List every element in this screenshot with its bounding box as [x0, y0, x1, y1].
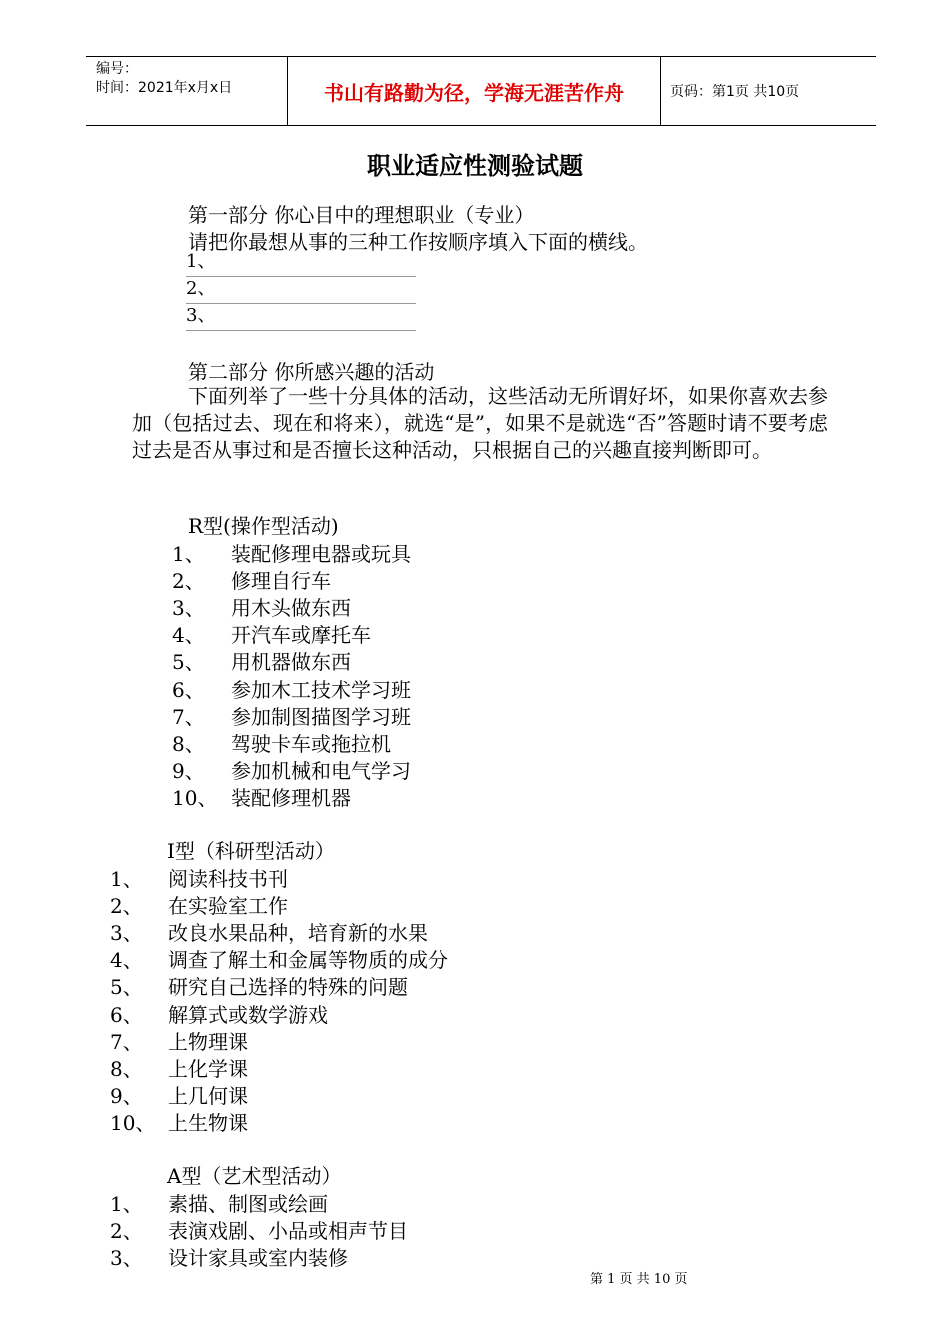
item-text: 在实验室工作 [168, 894, 288, 919]
item-text: 改良水果品种，培育新的水果 [168, 921, 428, 946]
item-number: 3、 [172, 596, 205, 621]
number-label: 编号： [96, 61, 138, 77]
item-text: 阅读科技书刊 [168, 867, 288, 891]
item-number: 9、 [110, 1083, 143, 1108]
header-page-label: 页码：第1页 共10页 [670, 84, 800, 100]
item-text: 表演戏剧、小品或相声节目 [168, 1219, 408, 1244]
page-footer: 第 1 页 共 10 页 [590, 1272, 688, 1287]
item-text: 上生物课 [168, 1110, 248, 1135]
part2-paragraph: 下面列举了一些十分具体的活动，这些活动无所谓好坏，如果你喜欢去参加（包括过去、现在和将来），就选“是”，如果不是就选“否”答题时请不要考虑过去是否从事过和是否擅长这种活动，只根据自己的兴趣直接判断即可。 [132, 384, 828, 462]
item-text: 修理自行车 [231, 569, 331, 594]
item-number: 5、 [110, 975, 143, 1000]
answer-blank[interactable] [186, 276, 416, 304]
item-text: 参加机械和电气学习 [231, 758, 411, 783]
item-number: 2、 [110, 1219, 143, 1244]
item-number: 1、 [110, 867, 143, 891]
item-text: 解算式或数学游戏 [168, 1002, 328, 1027]
item-text: 参加木工技术学习班 [231, 677, 411, 702]
item-number: 3、 [110, 1246, 143, 1271]
item-text: 素描、制图或绘画 [168, 1192, 328, 1216]
answer-blank[interactable] [186, 303, 416, 331]
part1-instruction: 请把你最想从事的三种工作按顺序填入下面的横线。 [188, 230, 648, 254]
blank-number: 2、 [186, 278, 216, 299]
item-text: 调查了解土和金属等物质的成分 [168, 948, 448, 973]
document-title: 职业适应性测验试题 [367, 152, 583, 180]
item-number: 8、 [110, 1056, 143, 1081]
item-number: 10、 [110, 1110, 156, 1135]
section-heading: R型(操作型活动) [188, 514, 339, 538]
item-number: 1、 [110, 1192, 143, 1216]
item-number: 9、 [172, 758, 205, 783]
time-label: 时间：2021年x月x日 [96, 80, 233, 96]
item-text: 上物理课 [168, 1029, 248, 1054]
header-divider [660, 57, 661, 125]
section-heading: I型（科研型活动） [167, 839, 335, 863]
item-text: 装配修理机器 [231, 785, 351, 810]
item-text: 用木头做东西 [231, 596, 351, 621]
item-number: 2、 [110, 894, 143, 919]
item-text: 装配修理电器或玩具 [231, 542, 411, 566]
item-number: 4、 [172, 623, 205, 648]
item-number: 10、 [172, 785, 218, 810]
blank-number: 3、 [186, 305, 216, 326]
item-number: 8、 [172, 731, 205, 756]
item-number: 1、 [172, 542, 205, 566]
item-number: 2、 [172, 569, 205, 594]
item-text: 研究自己选择的特殊的问题 [168, 975, 408, 1000]
part2-heading: 第二部分 你所感兴趣的活动 [188, 360, 435, 384]
header-info [96, 60, 286, 98]
item-number: 6、 [172, 677, 205, 702]
item-text: 驾驶卡车或拖拉机 [231, 731, 391, 756]
part1-heading: 第一部分 你心目中的理想职业（专业） [188, 203, 535, 227]
section-heading: A型（艺术型活动） [167, 1164, 342, 1188]
item-text: 用机器做东西 [231, 650, 351, 675]
item-number: 7、 [110, 1029, 143, 1054]
item-number: 3、 [110, 921, 143, 946]
item-number: 7、 [172, 704, 205, 729]
item-number: 6、 [110, 1002, 143, 1027]
item-text: 参加制图描图学习班 [231, 704, 411, 729]
blank-number: 1、 [186, 251, 216, 272]
item-number: 5、 [172, 650, 205, 675]
answer-blank[interactable] [186, 249, 416, 277]
item-number: 4、 [110, 948, 143, 973]
item-text: 上几何课 [168, 1083, 248, 1108]
item-text: 上化学课 [168, 1056, 248, 1081]
item-text: 设计家具或室内装修 [168, 1246, 348, 1271]
page-header [86, 56, 876, 126]
item-text: 开汽车或摩托车 [231, 623, 371, 648]
header-motto: 书山有路勤为径，学海无涯苦作舟 [324, 80, 624, 105]
